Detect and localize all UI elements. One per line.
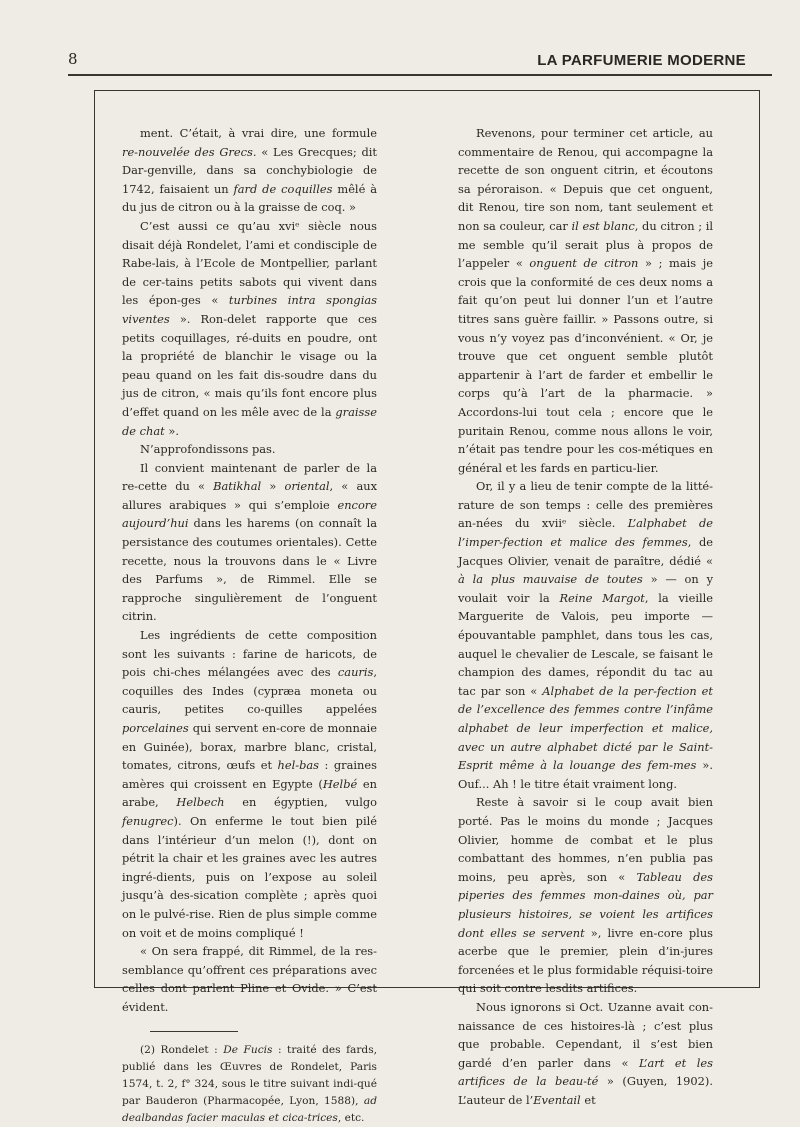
text-run: » bbox=[261, 479, 285, 494]
text-run: » — on y voulait voir la bbox=[458, 572, 714, 605]
italic-text: Reine Margot bbox=[559, 590, 645, 605]
italic-text: cauris bbox=[337, 665, 374, 680]
paragraph bbox=[122, 217, 377, 440]
paragraph bbox=[122, 626, 377, 942]
italic-text: fard de coquilles bbox=[233, 181, 333, 196]
text-run: et bbox=[580, 1092, 596, 1107]
italic-text: fenugrec bbox=[122, 813, 174, 828]
text-run: , « aux allures arabiques » qui s’emploie bbox=[122, 479, 377, 512]
italic-text: porcelaines bbox=[122, 721, 189, 735]
text-run: C’est aussi ce qu’au xviᵉ siècle nous disait déjà Rondelet, l’ami et condisciple de Rabe-lais, à l’Ecole de Montpellier, parlant de cer-tains petits sabots qui vivent dans les épon-ges « bbox=[122, 218, 377, 308]
paragraph bbox=[458, 477, 713, 793]
right-column bbox=[458, 124, 713, 1109]
italic-text: De Fucis bbox=[223, 1043, 273, 1056]
text-run: Reste à savoir si le coup avait bien porté. Pas le moins du monde ; Jacques Olivier, homme de combat et le plus combattant des hommes, n’en publia pas moins, peu après, son « bbox=[458, 795, 713, 884]
text-run: Nous ignorons si Oct. Uzanne avait con-naissance de ces histoires-là ; c’est plus que probable. Cependant, il s’est bien gardé d’en parler dans « bbox=[458, 999, 713, 1070]
italic-text: re-nouvelée des Grecs. bbox=[122, 144, 257, 159]
italic-text: Tableau des piperies des femmes mon-daines où, par plusieurs histoires, se voient les artifices dont elles se servent bbox=[458, 869, 713, 940]
paragraph bbox=[122, 459, 377, 626]
text-run: Revenons, pour terminer cet article, au commentaire de Renou, qui accompagne la recette de son onguent citrin, et écoutons sa péroraison. « Depuis que cet onguent, dit Renou, tire son nom, tant seulement et non sa couleur, car bbox=[458, 126, 713, 233]
italic-text: oriental bbox=[284, 479, 330, 494]
italic-text: hel-bas bbox=[277, 758, 320, 773]
text-run: , du citron ; il me semble qu’il serait plus à propos de l’appeler « bbox=[458, 218, 713, 271]
text-run: mêlé à du jus de citron ou à la graisse de coq. » bbox=[122, 181, 377, 215]
text-run: « Les Grecques; dit Dar-genville, dans sa conchybiologie de 1742, faisaient un bbox=[122, 144, 377, 196]
text-run: (2) Rondelet : bbox=[140, 1043, 224, 1056]
paragraph bbox=[122, 440, 377, 459]
text-run: en arabe, bbox=[122, 776, 377, 810]
text-run: : traité des fards, publié dans les Œuvres de Rondelet, Paris 1574, t. 2, f° 324, sous le titre suivant indi-qué par Bauderon (Pharmacopée, Lyon, 1588), bbox=[122, 1043, 378, 1107]
paragraph bbox=[122, 124, 377, 217]
text-run: », livre en-core plus acerbe que le premier, plein d’in-jures forcenées et le plus formidable réquisi-toire qui soit contre lesdits artifices. bbox=[458, 925, 714, 996]
text-run: en égyptien, vulgo bbox=[224, 795, 377, 810]
header-rule bbox=[68, 74, 772, 76]
italic-text: Helbech bbox=[176, 795, 225, 810]
text-run: Les ingrédients de cette composition sont les suivants : farine de haricots, de pois chi-ches mélangées avec des bbox=[122, 628, 377, 680]
text-run: qui servent en-core de monnaie en Guinée), borax, marbre blanc, cristal, tomates, citrons, œufs et bbox=[122, 721, 377, 773]
text-run: : graines amères qui croissent en Egypte ( bbox=[122, 758, 377, 791]
italic-text: L’alphabet de l’imper-fection et malice des femmes bbox=[458, 516, 714, 550]
left-column bbox=[122, 124, 377, 1127]
italic-text: onguent de citron bbox=[529, 256, 639, 271]
italic-text: encore aujourd’hui bbox=[122, 497, 377, 531]
italic-text: Helbé bbox=[322, 776, 358, 791]
footnote bbox=[122, 1042, 377, 1127]
italic-text: Batikhal bbox=[213, 479, 262, 494]
paragraph bbox=[122, 942, 377, 1016]
running-title: LA PARFUMERIE MODERNE bbox=[537, 52, 746, 69]
text-run: , coquilles des Indes (cypræa moneta ou cauris, petites co-quilles appelées bbox=[122, 665, 377, 717]
text-run: N’approfondissons pas. bbox=[140, 442, 276, 457]
text-run: dans les harems (on connaît la persistance des coutumes orientales). Cette recette, nous la trouvons dans le « Livre des Parfums », de Rimmel. Elle se rapproche singulièrement de l’onguent citrin. bbox=[122, 516, 377, 624]
text-run: Or, il y a lieu de tenir compte de la litté-rature de son temps : celle des premières an-nées du xviiᵉ siècle. bbox=[458, 479, 713, 531]
text-run: , de Jacques Olivier, venait de paraître, dédié « bbox=[458, 535, 713, 568]
paragraph bbox=[458, 124, 713, 477]
text-run: » (Guyen, 1902). L’auteur de l’ bbox=[458, 1074, 713, 1107]
text-run: « On sera frappé, dit Rimmel, de la res-semblance qu’offrent ces préparations avec celles dont parlent Pline et Ovide. » C’est évident. bbox=[122, 944, 377, 1014]
paragraph bbox=[458, 793, 713, 998]
italic-text: turbines intra spongias viventes bbox=[122, 293, 378, 326]
footnote-rule bbox=[150, 1031, 238, 1032]
text-run: ment. C’était, à vrai dire, une formule bbox=[140, 126, 377, 140]
italic-text: il est blanc bbox=[571, 218, 635, 233]
text-run: ». bbox=[164, 423, 179, 438]
text-run: ). On enferme le tout bien pilé dans l’intérieur d’un melon (!), dont on pétrit la chair et les graines avec les autres ingré-dients, puis on l’expose au soleil jusqu’à des-sication complète ; après quoi on le pulvé-rise. Rien de plus simple comme on voit et de moins compliqué ! bbox=[122, 813, 377, 940]
text-run: , etc. bbox=[337, 1111, 365, 1124]
italic-text: graisse de chat bbox=[122, 404, 377, 438]
text-run: Il convient maintenant de parler de la re-cette du « bbox=[122, 460, 377, 494]
italic-text: L’art et les artifices de la beau-té bbox=[458, 1055, 713, 1089]
text-run: » ; mais je crois que la conformité de ces deux noms a fait qu’on peut lui donner l’un et l’autre titres sans guère faillir. » Passons outre, si vous n’y voyez pas d’inconvénient. « Or, je trouve que cet onguent semble plutôt appartenir à l’art de farder et embellir le corps qu’à l’art de la pharmacie. » Accordons-lui tout cela ; encore que le puritain Renou, comme nous allons le voir, n’était pas tendre pour les cos-métiques en général et les fards en particu-lier. bbox=[458, 256, 713, 475]
italic-text: ad dealbandas facier maculas et cica-trices bbox=[122, 1094, 377, 1124]
text-run: , la vieille Marguerite de Valois, peu importe — épouvantable pamphlet, dans tous les cas, auquel le chevalier de Lescale, se faisant le champion des dames, répondit du tac au tac par son « bbox=[458, 590, 713, 698]
italic-text: Alphabet de la per-fection et de l’excellence des femmes contre l’infâme alphabet de leur imperfection et malice, avec un autre alphabet dicté par le Saint-Esprit même à la louange des fem-mes bbox=[458, 683, 713, 773]
page-number: 8 bbox=[68, 50, 78, 68]
text-run: ». Ouf... Ah ! le titre était vraiment long. bbox=[458, 758, 713, 791]
text-run: ». Ron-delet rapporte que ces petits coquillages, ré-duits en poudre, ont la propriété de blanchir le visage ou la peau quand on les fait dis-soudre dans du jus de citron, « mais qu’ils font encore plus d’effet quand on les mêle avec de la bbox=[122, 311, 377, 419]
italic-text: à la plus mauvaise de toutes bbox=[458, 572, 643, 587]
italic-text: Eventail bbox=[533, 1092, 581, 1107]
